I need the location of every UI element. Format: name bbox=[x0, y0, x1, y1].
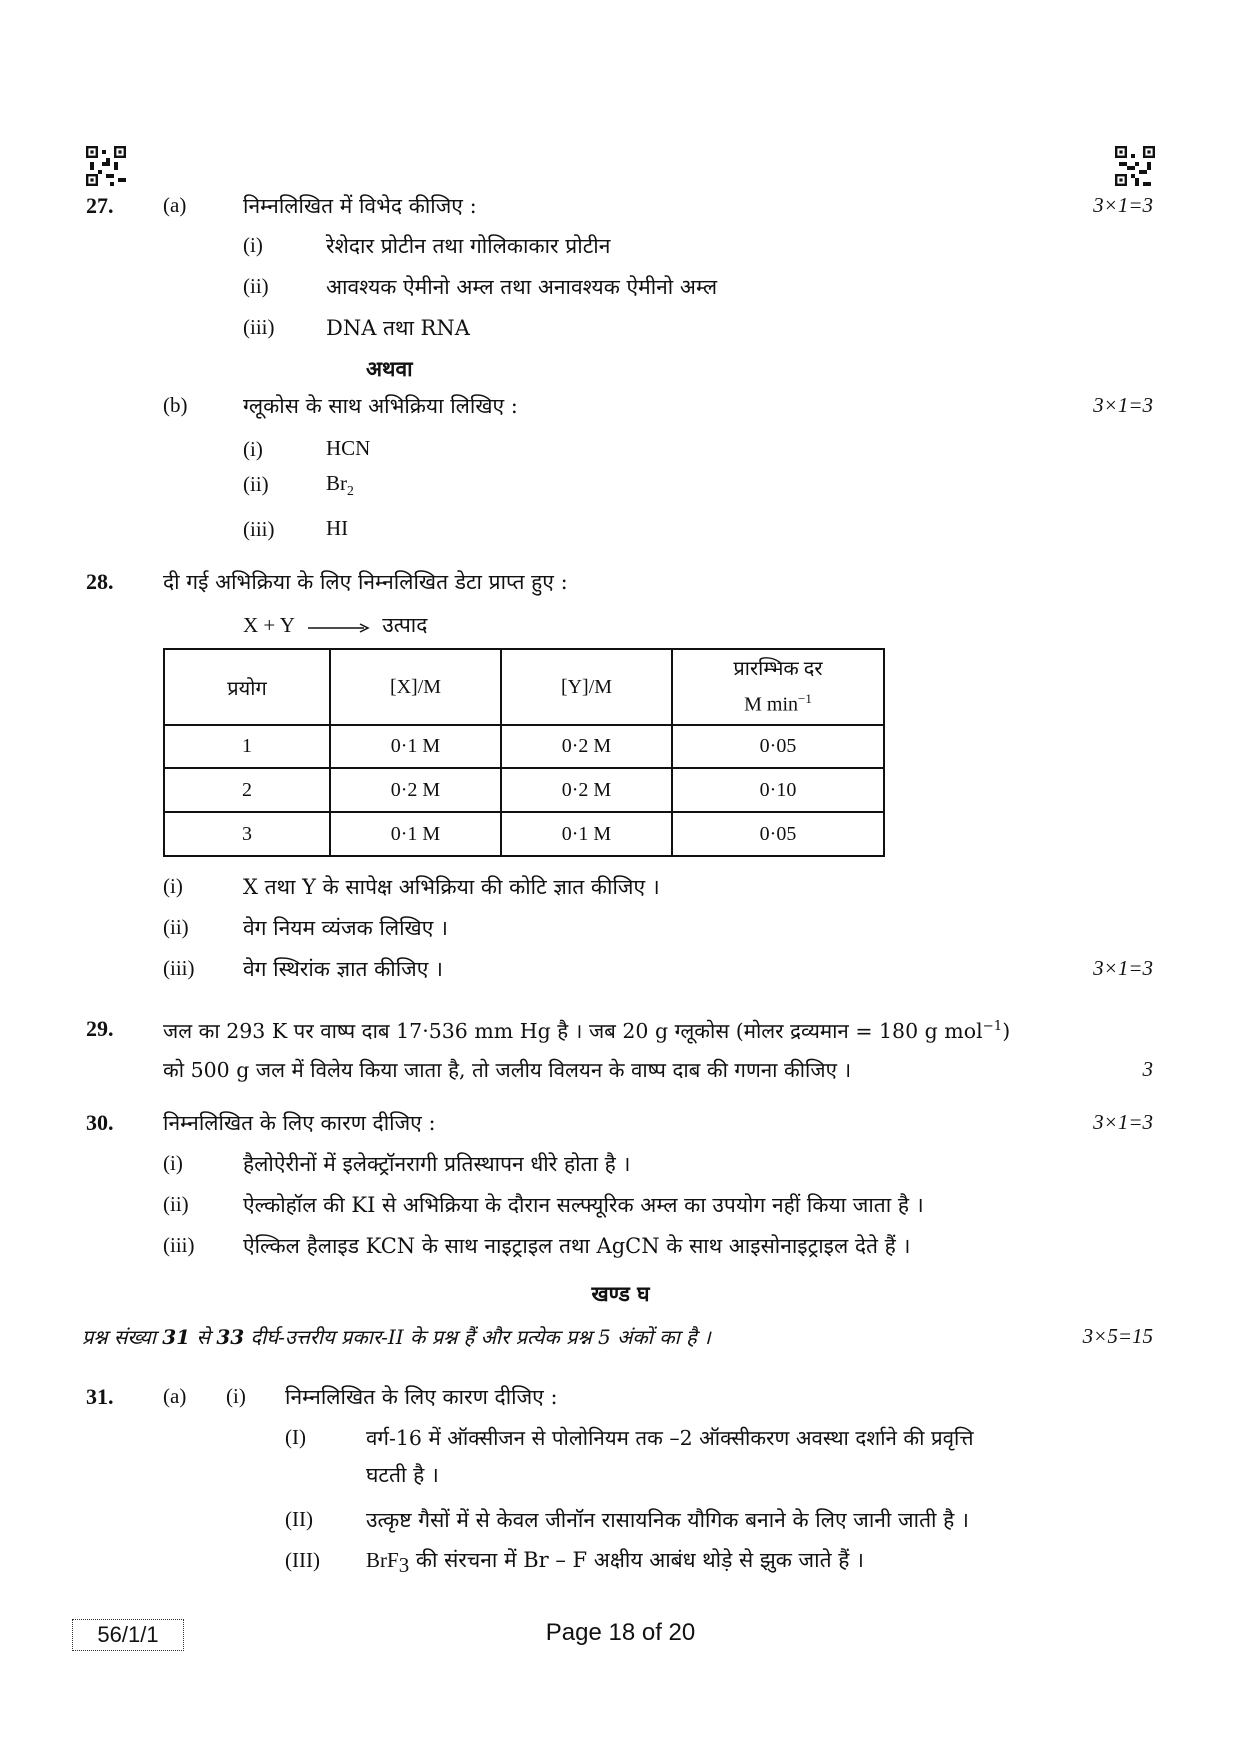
item-label: (ii) bbox=[243, 274, 269, 298]
item-text: वेग नियम व्यंजक लिखिए । bbox=[243, 916, 448, 940]
item-text: HI bbox=[326, 516, 349, 540]
item-label: (ii) bbox=[163, 915, 189, 939]
part-label: (b) bbox=[163, 393, 188, 417]
item-text: रेशेदार प्रोटीन तथा गोलिकाकार प्रोटीन bbox=[326, 234, 611, 258]
question-text: निम्नलिखित में विभेद कीजिए : bbox=[243, 194, 477, 218]
question-number: 28. bbox=[86, 569, 114, 594]
question-text: जल का 293 K पर वाष्प दाब 17·536 mm Hg है । जब 20 g ग्लूकोस (मोलर द्रव्यमान = 180 g mol$^{-1}$) bbox=[163, 1018, 1011, 1043]
item-label: (ii) bbox=[163, 1192, 189, 1216]
or-divider: अथवा bbox=[366, 356, 413, 381]
item-text: घटती है । bbox=[366, 1463, 439, 1487]
table-cell: 0·2 M bbox=[501, 768, 672, 812]
item-text: हैलोऐरीनों में इलेक्ट्रॉनरागी प्रतिस्थापन धीरे होता है । bbox=[243, 1152, 631, 1176]
table-header: [Y]/M bbox=[501, 649, 672, 725]
item-text: HCN bbox=[326, 436, 371, 460]
table-cell: 0·2 M bbox=[330, 768, 501, 812]
reaction-equation: X + Y उत्पाद bbox=[243, 611, 427, 641]
question-number: 27. bbox=[86, 193, 114, 218]
table-row bbox=[164, 725, 884, 768]
item-text: उत्कृष्ट गैसों में से केवल जीनॉन रासायनिक यौगिक बनाने के लिए जानी जाती है । bbox=[366, 1508, 969, 1532]
item-label: (ii) bbox=[243, 472, 269, 496]
paper-code: 56/1/1 bbox=[72, 1619, 184, 1651]
item-label: (iii) bbox=[243, 315, 275, 339]
marks: 3×1=3 bbox=[1093, 193, 1153, 217]
table-cell: 0·10 bbox=[672, 768, 884, 812]
table-cell: 2 bbox=[164, 768, 330, 812]
table-cell: 0·2 M bbox=[501, 725, 672, 768]
table-row bbox=[164, 768, 884, 812]
item-text: DNA तथा RNA bbox=[326, 316, 470, 340]
table-header: प्रारम्भिक दर M $\min^{-1}$ bbox=[672, 649, 884, 725]
item-label: (iii) bbox=[243, 517, 275, 541]
marks: 3×1=3 bbox=[1093, 393, 1153, 417]
page-number: Page 18 of 20 bbox=[545, 1619, 696, 1646]
item-label: (iii) bbox=[163, 1233, 195, 1257]
part-label: (a) bbox=[163, 1384, 187, 1408]
table-cell: 0·1 M bbox=[330, 725, 501, 768]
question-text: निम्नलिखित के लिए कारण दीजिए : bbox=[285, 1385, 558, 1409]
item-label: (I) bbox=[285, 1425, 306, 1449]
table-cell: 0·1 M bbox=[501, 812, 672, 856]
table-cell: 0·1 M bbox=[330, 812, 501, 856]
item-label: (II) bbox=[285, 1507, 313, 1531]
table-cell: 1 bbox=[164, 725, 330, 768]
question-number: 29. bbox=[86, 1016, 114, 1041]
item-text: ऐल्किल हैलाइड KCN के साथ नाइट्राइल तथा AgCN के साथ आइसोनाइट्राइल देते हैं । bbox=[243, 1234, 911, 1258]
table-cell: 3 bbox=[164, 812, 330, 856]
qr-code-left bbox=[86, 146, 126, 186]
marks: 3×1=3 bbox=[1093, 956, 1153, 980]
item-label: (III) bbox=[285, 1548, 320, 1572]
table-header: प्रयोग bbox=[164, 649, 330, 725]
question-text: को 500 g जल में विलेय किया जाता है, तो जलीय विलयन के वाष्प दाब की गणना कीजिए । bbox=[163, 1058, 852, 1082]
item-text: BrF$_3$ की संरचना में Br – F अक्षीय आबंध थोड़े से झुक जाते हैं । bbox=[366, 1548, 865, 1578]
table-cell: 0·05 bbox=[672, 812, 884, 856]
marks: 3 bbox=[1142, 1057, 1153, 1081]
item-label: (i) bbox=[243, 437, 263, 461]
item-label: (i) bbox=[163, 1151, 183, 1175]
item-text: वर्ग-16 में ऑक्सीजन से पोलोनियम तक –2 ऑक्सीकरण अवस्था दर्शाने की प्रवृत्ति bbox=[366, 1426, 974, 1450]
marks: 3×1=3 bbox=[1093, 1110, 1153, 1134]
qr-code-right bbox=[1115, 146, 1155, 186]
question-text: निम्नलिखित के लिए कारण दीजिए : bbox=[163, 1111, 436, 1135]
section-title: खण्ड घ bbox=[591, 1281, 650, 1306]
marks: 3×5=15 bbox=[1082, 1324, 1153, 1348]
question-number: 30. bbox=[86, 1110, 114, 1135]
table-cell: 0·05 bbox=[672, 725, 884, 768]
item-label: (i) bbox=[243, 233, 263, 257]
question-text: ग्लूकोस के साथ अभिक्रिया लिखिए : bbox=[243, 394, 518, 418]
item-text: ऐल्कोहॉल की KI से अभिक्रिया के दौरान सल्फ्यूरिक अम्ल का उपयोग नहीं किया जाता है । bbox=[243, 1193, 924, 1217]
section-instruction: प्रश्न संख्या 31 से 33 दीर्घ-उत्तरीय प्रकार-II के प्रश्न हैं और प्रत्येक प्रश्न 5 अंकों का है । bbox=[82, 1325, 711, 1349]
item-text: X तथा Y के सापेक्ष अभिक्रिया की कोटि ज्ञात कीजिए । bbox=[243, 875, 660, 899]
question-number: 31. bbox=[86, 1384, 114, 1409]
table-row bbox=[164, 812, 884, 856]
arrow-icon bbox=[308, 613, 370, 641]
sub-part-label: (i) bbox=[226, 1384, 246, 1408]
item-text: $Br_2$ bbox=[326, 471, 354, 499]
item-label: (iii) bbox=[163, 956, 195, 980]
item-text: वेग स्थिरांक ज्ञात कीजिए । bbox=[243, 957, 443, 981]
item-label: (i) bbox=[163, 874, 183, 898]
question-text: दी गई अभिक्रिया के लिए निम्नलिखित डेटा प्राप्त हुए : bbox=[163, 570, 568, 594]
part-label: (a) bbox=[163, 193, 187, 217]
table-header: [X]/M bbox=[330, 649, 501, 725]
item-text: आवश्यक ऐमीनो अम्ल तथा अनावश्यक ऐमीनो अम्ल bbox=[326, 275, 718, 299]
rate-data-table bbox=[163, 648, 885, 857]
